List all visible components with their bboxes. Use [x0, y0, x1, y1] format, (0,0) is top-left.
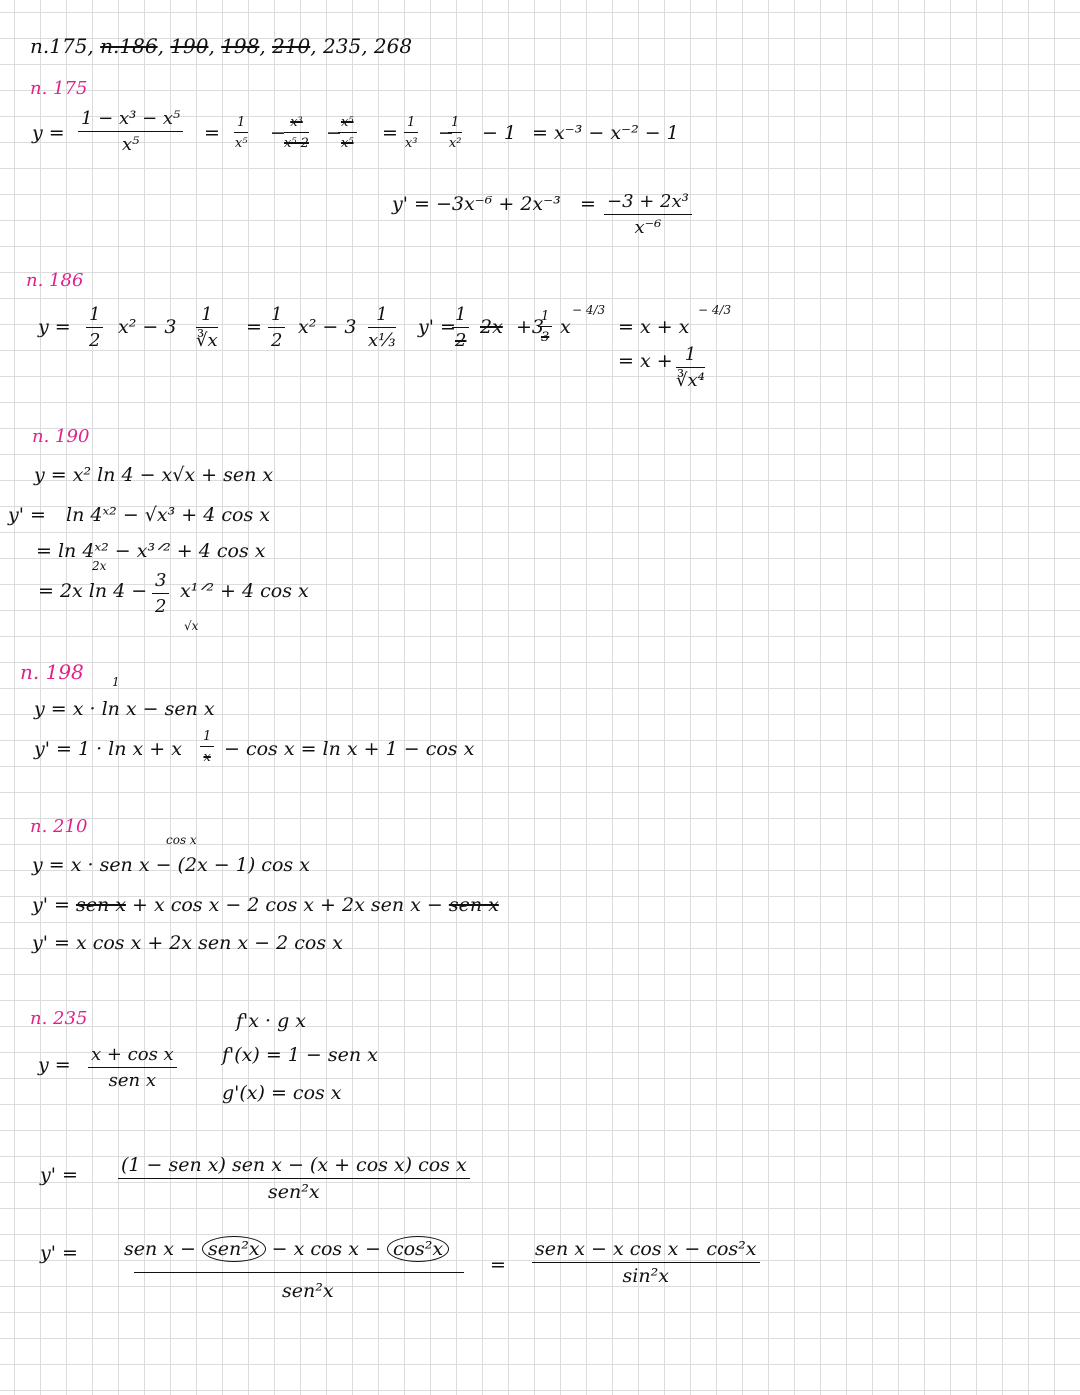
ex190-line4-tail: x¹ᐟ² + 4 cos x — [180, 580, 309, 602]
ex175-main-fraction: $\frac{\text{1 − x³ − x⁵}}{\text{x⁵}}$ — [78, 110, 183, 154]
ex235-d1-lhs: y' = — [40, 1164, 78, 1186]
ex235-side1: f'x · g x — [236, 1010, 307, 1032]
ex186-x2b: x² − 3 — [298, 316, 357, 338]
ex235-side3: g'(x) = cos x — [222, 1082, 342, 1104]
circled-term: sen²x — [202, 1236, 266, 1262]
ex175-result: = x⁻³ − x⁻² − 1 — [532, 122, 679, 144]
ex175-eq: = — [580, 193, 596, 215]
ex186-exponent: − 4/3 — [572, 303, 606, 317]
exercise-ref: n.186 — [100, 34, 158, 58]
exercise-235-label: n. 235 — [30, 1008, 88, 1029]
ex198-fraction: $\frac{1}{x}$ — [200, 730, 214, 764]
ex190-line4: = 2x ln 4 − — [38, 580, 148, 602]
exercise-ref: 190 — [170, 34, 209, 58]
ex186-y-eq: y = — [38, 316, 71, 338]
ex190-line1: y = x² ln 4 − x√x + sen x — [34, 464, 274, 486]
ex198-line1: y = x · ln x − sen x — [34, 698, 215, 720]
ex186-half: $\frac{1}{2}$ — [268, 306, 285, 350]
ex235-d2-numerator: sen x − sen²x − x cos x − cos²x — [124, 1240, 449, 1259]
ex198-line2: y' = 1 · ln x + x — [34, 738, 182, 760]
fraction-bar — [134, 1272, 464, 1273]
ex175-y-eq: y = — [32, 122, 65, 144]
exercise-ref: 235 — [323, 34, 362, 58]
ex235-d1-fraction: (1 − sen x) sen x − (x + cos x) cos x sen²x — [118, 1156, 470, 1202]
ex210-line1: y = x · sen x − (2x − 1) cos x — [32, 854, 310, 876]
ex175-derivative: y' = −3x⁻⁶ + 2x⁻³ — [392, 193, 561, 215]
ex186-third: $\frac{1}{3}$ — [538, 310, 552, 344]
ex210-line2: y' = sen x + x cos x − 2 cos x + 2x sen x − sen x — [32, 894, 499, 916]
ex190-line3: = ln 4ˣ² − x³ᐟ² + 4 cos x — [36, 540, 266, 562]
ex175-minus: − — [270, 122, 286, 144]
exercise-ref: 210 — [272, 34, 311, 58]
ex186-plus-third: +3 — [516, 316, 545, 338]
ex175-tail: − 1 — [482, 122, 517, 144]
ex175-eq: = — [382, 122, 398, 144]
ex186-final-fraction: $\frac{1}{\text{∛x⁴}}$ — [676, 344, 705, 391]
ex175-derivative-fraction: $\frac{\text{−3 + 2x³}}{\text{x⁻⁶}}$ — [604, 193, 692, 237]
ex210-line3: y' = x cos x + 2x sen x − 2 cos x — [32, 932, 343, 954]
ex175-eq: = — [204, 122, 220, 144]
ex175-term3: $\frac{\text{x⁵}}{\text{x⁵}}$ — [338, 116, 357, 150]
ex235-d2-lhs: y' = — [40, 1242, 78, 1264]
ex186-x2: x² − 3 — [118, 316, 177, 338]
ex235-d2-eq: = — [490, 1254, 506, 1276]
ex190-note: 2x — [92, 559, 107, 573]
ex235-d3-fraction: sen x − x cos x − cos²x sin²x — [532, 1240, 760, 1286]
ex186-twox: 2x — [480, 316, 503, 338]
ex186-power-fraction: $\frac{1}{\text{x⅓}}$ — [368, 304, 396, 351]
ex175-term1: $\frac{1}{\text{x⁵}}$ — [234, 115, 248, 151]
ex186-half: $\frac{1}{2}$ — [86, 306, 103, 350]
ex186-result2: = x + — [618, 350, 673, 372]
ex198-line2-tail: − cos x = ln x + 1 − cos x — [224, 738, 475, 760]
ex186-yprime: y' = — [418, 316, 456, 338]
exercise-ref: 198 — [221, 34, 260, 58]
ex175-u1: $\frac{1}{\text{x³}}$ — [404, 115, 418, 151]
ex175-minus: − — [326, 122, 342, 144]
ex235-y-eq: y = — [38, 1054, 71, 1076]
exercise-190-label: n. 190 — [32, 426, 90, 447]
exercise-186-label: n. 186 — [26, 270, 84, 291]
exercise-210-label: n. 210 — [30, 816, 88, 837]
ex235-d2-denominator: sen²x — [282, 1280, 334, 1302]
ex186-x-pow: x — [560, 316, 571, 338]
exercise-198-label: n. 198 — [20, 660, 84, 684]
ex198-mark: 1 — [112, 675, 120, 689]
exercise-ref: 268 — [373, 34, 413, 58]
ex175-term2: $\frac{\text{x³}}{\text{x⁵ 2}}$ — [284, 115, 309, 151]
ex210-cos-note: cos x — [166, 833, 197, 847]
ex186-exponent: − 4/3 — [698, 303, 732, 317]
exercise-list: n.175, n.186, 190, 198, 210, 235, 268 — [30, 34, 413, 58]
ex175-minus: − — [438, 122, 454, 144]
ex186-root-fraction: $\frac{1}{∛x}$ — [196, 304, 218, 351]
ex235-fraction: x + cos x sen x — [88, 1046, 177, 1090]
ex235-side2: f'(x) = 1 − sen x — [222, 1044, 378, 1066]
ex190-line4-fraction: $\frac{3}{2}$ — [152, 572, 169, 616]
exercise-ref: n.175 — [30, 34, 88, 58]
ex186-result1: = x + x — [618, 316, 690, 338]
ex175-u2: $\frac{1}{\text{x²}}$ — [448, 115, 462, 151]
ex186-eq: = — [246, 316, 262, 338]
ex190-line2: ln 4ˣ² − √x³ + 4 cos x — [66, 504, 270, 526]
circled-term: cos²x — [387, 1236, 449, 1262]
ex190-line2-lhs: y' = — [8, 504, 46, 526]
ex186-half2: $\frac{1}{2}$ — [452, 306, 469, 350]
ex190-sqrt-note: √x — [184, 619, 199, 633]
exercise-175-label: n. 175 — [30, 78, 88, 99]
